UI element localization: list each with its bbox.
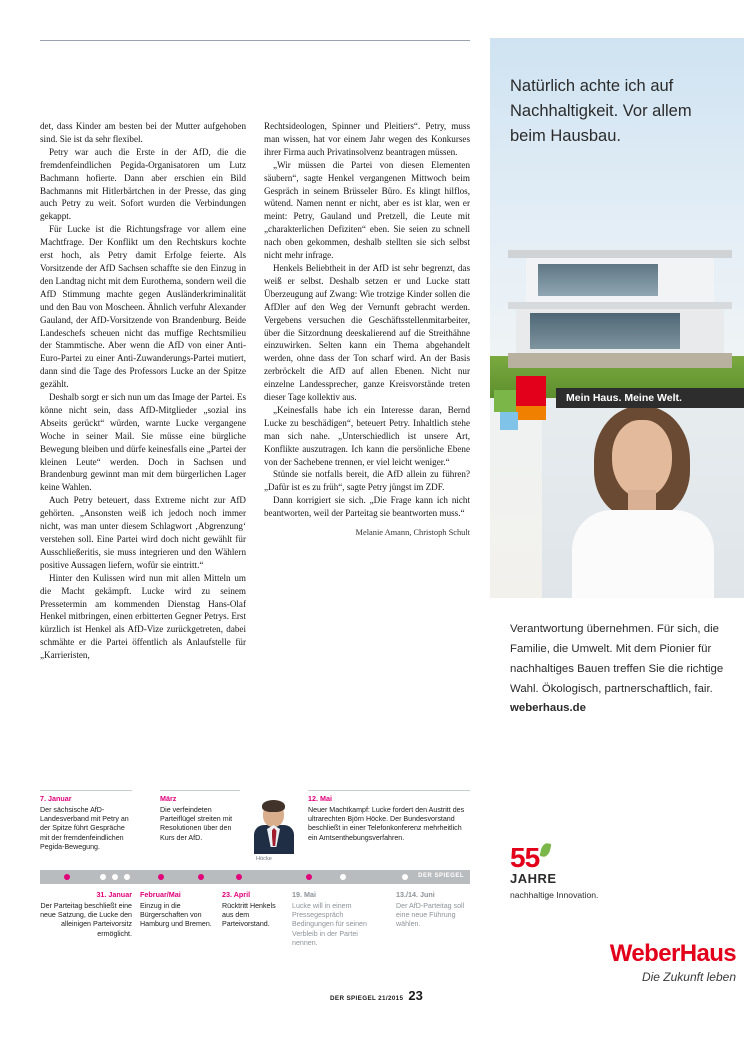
timeline-event-date: 13./14. Juni [396,890,435,899]
paragraph: Rechtsideologen, Spinner und Pleitiers“. Petry, muss man wissen, hat vor einem Jahr wegen des Konkurses ihrer Firma auch Privatinsolvenz beantragen müssen. [264,121,470,157]
advertisement[interactable] [490,0,744,1052]
timeline-event [222,890,284,930]
timeline-event [40,890,132,939]
jubilee-number-text: 55 [510,842,540,873]
article-byline: Melanie Amann, Christoph Schult [355,528,470,538]
timeline-event-date: Februar/Mai [140,890,181,899]
weberhaus-squares-icon [494,376,560,436]
house-illustration [508,250,732,368]
paragraph: Stünde sie notfalls bereit, die AfD allein zu führen? „Dafür ist es zu früh“, sagte Petry jüngst im ZDF. [264,469,470,493]
timeline-event-date: 23. April [222,890,251,899]
paragraph: „Wir müssen die Partei von diesen Elementen säubern“, sagte Henkel vergangenen Mittwoch beim Gespräch in seinem Brüsseler Büro. Es klingt hilflos, wütend. Namen nennt er nicht, aber es ist klar, wen er meint: Petry, Gauland und Pretzell, die Leute mit „charakterlichen Defiziten“ eben. Sie seien zu schnell nach oben gekommen, deshalb stellten sie sich selbst nicht mehr infrage. [264,159,470,261]
timeline-lower-events [40,890,470,970]
timeline-event-date: 19. Mai [292,890,316,899]
ad-claim-bar: Mein Haus. Meine Welt. [556,388,744,408]
paragraph: Petry war auch die Erste in der AfD, die die fremdenfeindlichen Pegida-Organisatoren um Lutz Bachmann hofierte. Dann aber erschien ein Bild Bachmanns mit Hitlerbärtchen in der Presse, das ging auch Petry zu weit. Sofort wurden die Verbindungen gekappt. [40,146,246,222]
paragraph: det, dass Kinder am besten bei der Mutter aufgehoben sind. Sie ist da sehr flexibel. [40,121,246,144]
timeline-marker [306,874,312,880]
paragraph: Dann korrigiert sie sich. „Die Frage kann ich nicht beantworten, weil der Parteitag sie beantworten muss.“ [264,495,470,519]
leaf-icon [540,842,552,858]
ad-body-copy [510,620,724,719]
spiegel-brandmark: DER SPIEGEL [418,873,464,879]
timeline-event-date: 31. Januar [96,890,132,899]
jubilee-subtext: nachhaltige Innovation. [510,889,599,900]
timeline-marker [236,874,242,880]
timeline-event [160,790,240,843]
timeline-event-text: Neuer Machtkampf: Lucke fordert den Austritt des ultrarechten Björn Höcke. Der Bundesvorstand beschließt in einer Telefonkonferenz mehrheitlich ein Amtsenthebungsverfahren. [308,805,465,842]
ad-url[interactable]: weberhaus.de [510,702,586,715]
timeline [40,790,470,980]
timeline-event [292,890,378,948]
brand-name: WeberHaus [609,940,736,967]
timeline-event-date: März [160,794,177,803]
timeline-upper-events [40,790,470,868]
portrait-hoecke [252,798,296,854]
article-column-2 [264,120,470,662]
page-number: 23 [408,988,423,1003]
timeline-marker [158,874,164,880]
timeline-event-text: Einzug in die Bürgerschaften von Hamburg und Bremen. [140,901,212,929]
page-footer [330,988,423,1003]
portrait-woman [542,398,744,598]
timeline-event-text: Lucke will in einem Pressegespräch Bedingungen für seinen Verbleib in der Partei nennen. [292,901,367,947]
jubilee-badge [510,842,660,901]
timeline-event-text: Der Parteitag beschließt eine neue Satzung, die Lucke den alleinigen Parteivorsitz ermöglicht. [40,901,132,938]
timeline-marker [64,874,70,880]
timeline-event [308,790,470,843]
timeline-axis [40,870,470,884]
issue-imprint: DER SPIEGEL 21/2015 [330,995,404,1002]
article-column-1 [40,120,246,662]
timeline-event-text: Der sächsische AfD-Landesverband mit Petry an der Spitze führt Gespräche mit der fremdenfeindlichen Pegida-Bewegung. [40,805,129,851]
timeline-marker [402,874,408,880]
paragraph: Deshalb sorgt er sich nun um das Image der Partei. Es könne nicht sein, dass AfD-Mitglieder „sozial ins Abseits gerückt“ würden, warnte Lucke vergangene Woche in seiner Mail. Sie müsse eine bürgliche Bewegung bleiben und dürfe keinesfalls eine „Partei der kleinen Leute“ werden. Doch in Sachsen und Brandenburg gewinnt man mit dem bürgerlichen Lager keine Wahlen. [40,392,246,493]
paragraph: Henkels Beliebtheit in der AfD ist sehr begrenzt, das weiß er selbst. Deshalb setzen er und Lucke statt Überzeugung auf Zwang: Wie trotzige Kinder sollen die AfDler auf den Weg der Vernunft gebracht werden. Vergebens versuchen die Geschäftsstellenmitarbeiter, über die Sitzordnung deeskalierend auf die Streithähne einzuwirken. Selten kann ein Thema abgehandelt werden, ohne dass der Ton scharf wird. An der Basis zerbröckelt die AfD auf allen Ebenen. Nicht nur einzelne Landessprecher, ganze Kreisvorstände treten dieser Tage kollektiv aus. [264,262,470,403]
timeline-event-date: 12. Mai [308,794,332,803]
timeline-marker [340,874,346,880]
timeline-event-text: Rücktritt Henkels aus dem Parteivorstand. [222,901,276,929]
paragraph: Hinter den Kulissen wird nun mit allen Mitteln um die Macht gekämpft. Lucke wird zu seinem Pressetermin am kommenden Dienstag Hans-Olaf Henkel mitbringen, einen erbitterten Gegner Petrys. Erst kürzlich ist Henkel als AfD-Vize zurückgetreten, dabei schmähte er die Partei öffentlich als Anlaufstelle für „Karrieristen, [40,572,246,661]
portrait-caption: Höcke [256,856,272,862]
paragraph: „Keinesfalls habe ich ein Interesse daran, Bernd Lucke zu beschädigen“, beteuert Petry. Inhaltlich stehe man sich nahe. „Unterschiedlich ist unsere Art, Konflikte auszutragen. Ich kann die persönliche Ebene von der Sachebene trennen, er viel leicht weniger.“ [264,404,470,467]
brand-tagline: Die Zukunft leben [641,970,736,984]
timeline-event [40,790,132,852]
timeline-event-text: Der AfD-Parteitag soll eine neue Führung wählen. [396,901,465,929]
top-divider [40,40,470,41]
paragraph: Für Lucke ist die Richtungsfrage vor allem eine Machtfrage. Der Konflikt um den Rechtskurs kochte erst hoch, als Petry damit Erfolge feierte. Als Vorsitzende der AfD Sachsen schaffte sie den Einzug in den Landtag nicht mit dem Eurothema, sondern weil die AfD Stimmung machte gegen Ausländerkriminalität und den Bau von Moscheen. Ähnlich verfuhr Alexander Gauland, der AfD-Vorsitzende von Brandenburg. Beide Landeschefs scheuen nicht das muffige Rechtsmilieu der Stammtische. Aber wenn die AfD von einer Anti-Euro-Partei zu einer Anti-Zuwanderungs-Partei mutiert, dann sind die Tage des Professors Lucke an der Spitze gezählt. [40,224,246,390]
paragraph: Auch Petry beteuert, dass Extreme nicht zur AfD gehörten. „Ansonsten weiß ich jedoch noch immer nicht, was man unter diesem Schlagwort ‚Abgrenzung‘ verstehen soll. Eine Partei wird doch nicht gewählt für Ausschließeritis, sie muss integrieren und den Wählern positive Aussagen liefern, wofür sie eintritt.“ [40,495,246,570]
timeline-event [396,890,470,930]
article-columns [40,120,470,662]
timeline-event [140,890,214,930]
ad-brand-logo [576,940,736,984]
ad-hero-image [490,38,744,598]
timeline-marker [198,874,204,880]
ad-headline: Natürlich achte ich auf Nachhaltigkeit. Vor allem beim Hausbau. [510,77,692,145]
jubilee-number [510,842,660,873]
ad-body-text: Verantwortung übernehmen. Für sich, die Familie, die Umwelt. Mit dem Pionier für nachhaltiges Bauen treffen Sie die richtige Wahl. Ökologisch, partnerschaftlich, fair. [510,623,724,695]
timeline-marker-group [100,874,130,880]
jubilee-word: JAHRE [510,870,557,886]
timeline-event-text: Die verfeindeten Parteiflügel streiten mit Resolutionen über den Kurs der AfD. [160,805,233,842]
timeline-event-date: 7. Januar [40,794,72,803]
